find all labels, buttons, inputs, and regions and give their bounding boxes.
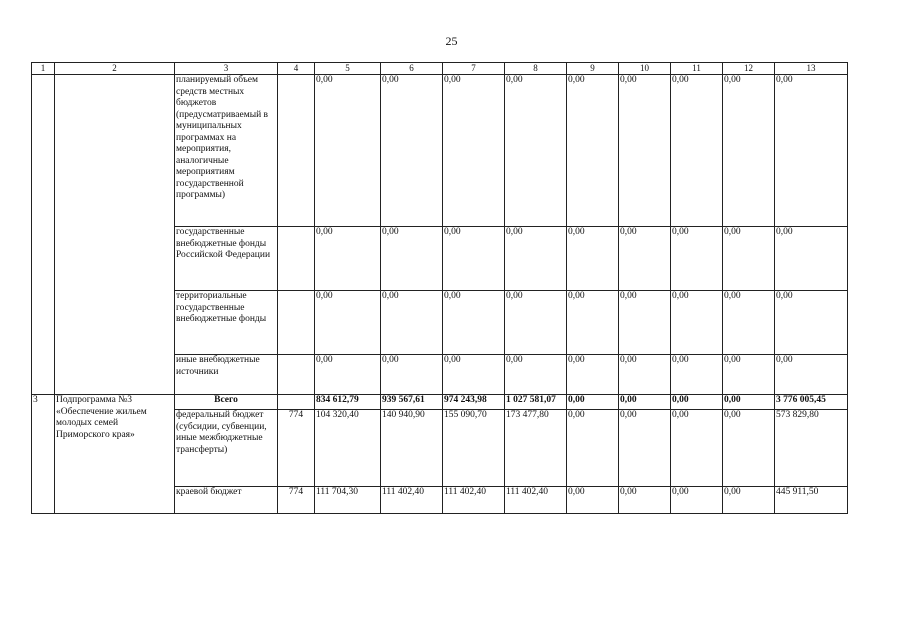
value-cell: 0,00: [723, 355, 775, 395]
column-header: 1: [32, 63, 55, 75]
subprogram-name-cell: Подпрограмма №3 «Обеспечение жильем молодых семей Приморского края»: [55, 395, 175, 514]
value-cell: 939 567,61: [381, 395, 443, 410]
value-cell: 104 320,40: [315, 410, 381, 487]
value-cell: 573 829,80: [775, 410, 848, 487]
source-cell: территориальные государственные внебюджетные фонды: [175, 291, 278, 355]
value-cell: 445 911,50: [775, 487, 848, 514]
value-cell: 0,00: [619, 75, 671, 227]
column-number-row: [32, 63, 848, 75]
value-cell: 0,00: [671, 227, 723, 291]
column-header: 6: [381, 63, 443, 75]
value-cell: 0,00: [671, 75, 723, 227]
value-cell: 0,00: [381, 291, 443, 355]
table-row-total: [32, 395, 848, 410]
column-header: 8: [505, 63, 567, 75]
source-cell: планируемый объем средств местных бюджетов (предусматриваемый в муниципальных программах на мероприятия, аналогичные мероприятиям государственной программы): [175, 75, 278, 227]
value-cell: 0,00: [775, 291, 848, 355]
value-cell: 111 402,40: [505, 487, 567, 514]
value-cell: 834 612,79: [315, 395, 381, 410]
value-cell: 0,00: [671, 487, 723, 514]
value-cell: 3 776 005,45: [775, 395, 848, 410]
value-cell: 0,00: [315, 227, 381, 291]
column-header: 3: [175, 63, 278, 75]
value-cell: 1 027 581,07: [505, 395, 567, 410]
value-cell: 0,00: [619, 410, 671, 487]
value-cell: 0,00: [723, 75, 775, 227]
value-cell: 0,00: [567, 355, 619, 395]
value-cell: 0,00: [671, 355, 723, 395]
value-cell: 0,00: [775, 75, 848, 227]
index-cell: 3: [32, 395, 55, 514]
value-cell: 0,00: [775, 227, 848, 291]
value-cell: 0,00: [723, 410, 775, 487]
column-header: 11: [671, 63, 723, 75]
value-cell: 0,00: [443, 355, 505, 395]
value-cell: 0,00: [381, 227, 443, 291]
index-cell: [32, 75, 55, 395]
value-cell: 0,00: [381, 75, 443, 227]
code-cell: [278, 75, 315, 227]
code-cell: [278, 227, 315, 291]
column-header: 9: [567, 63, 619, 75]
source-cell: федеральный бюджет (субсидии, субвенции, иные межбюджетные трансферты): [175, 410, 278, 487]
value-cell: 0,00: [619, 227, 671, 291]
value-cell: 0,00: [619, 487, 671, 514]
value-cell: 0,00: [567, 410, 619, 487]
value-cell: 0,00: [315, 75, 381, 227]
value-cell: 0,00: [619, 355, 671, 395]
value-cell: 0,00: [619, 395, 671, 410]
budget-table: [31, 62, 848, 514]
name-cell: [55, 75, 175, 395]
value-cell: 0,00: [723, 291, 775, 355]
value-cell: 0,00: [619, 291, 671, 355]
value-cell: 0,00: [671, 410, 723, 487]
value-cell: 111 704,30: [315, 487, 381, 514]
value-cell: 0,00: [567, 75, 619, 227]
value-cell: 0,00: [381, 355, 443, 395]
code-cell: [278, 395, 315, 410]
column-header: 2: [55, 63, 175, 75]
column-header: 12: [723, 63, 775, 75]
value-cell: 0,00: [723, 395, 775, 410]
value-cell: 0,00: [315, 355, 381, 395]
value-cell: 0,00: [567, 487, 619, 514]
code-cell: [278, 291, 315, 355]
value-cell: 0,00: [723, 227, 775, 291]
value-cell: 0,00: [567, 395, 619, 410]
value-cell: 173 477,80: [505, 410, 567, 487]
column-header: 4: [278, 63, 315, 75]
column-header: 13: [775, 63, 848, 75]
value-cell: 0,00: [443, 291, 505, 355]
value-cell: 155 090,70: [443, 410, 505, 487]
code-cell: 774: [278, 410, 315, 487]
source-cell: иные внебюджетные источники: [175, 355, 278, 395]
source-cell: государственные внебюджетные фонды Российской Федерации: [175, 227, 278, 291]
column-header: 7: [443, 63, 505, 75]
value-cell: 111 402,40: [443, 487, 505, 514]
value-cell: 0,00: [671, 291, 723, 355]
total-label-cell: Всего: [175, 395, 278, 410]
value-cell: 111 402,40: [381, 487, 443, 514]
value-cell: 0,00: [505, 75, 567, 227]
source-cell: краевой бюджет: [175, 487, 278, 514]
column-header: 10: [619, 63, 671, 75]
value-cell: 0,00: [567, 227, 619, 291]
value-cell: 0,00: [775, 355, 848, 395]
code-cell: 774: [278, 487, 315, 514]
value-cell: 0,00: [505, 227, 567, 291]
value-cell: 0,00: [505, 291, 567, 355]
value-cell: 0,00: [443, 227, 505, 291]
value-cell: 0,00: [505, 355, 567, 395]
value-cell: 0,00: [567, 291, 619, 355]
page-number: 25: [445, 34, 458, 48]
value-cell: 0,00: [671, 395, 723, 410]
value-cell: 0,00: [723, 487, 775, 514]
table-row: [32, 75, 848, 227]
code-cell: [278, 355, 315, 395]
value-cell: 140 940,90: [381, 410, 443, 487]
column-header: 5: [315, 63, 381, 75]
value-cell: 974 243,98: [443, 395, 505, 410]
value-cell: 0,00: [443, 75, 505, 227]
value-cell: 0,00: [315, 291, 381, 355]
